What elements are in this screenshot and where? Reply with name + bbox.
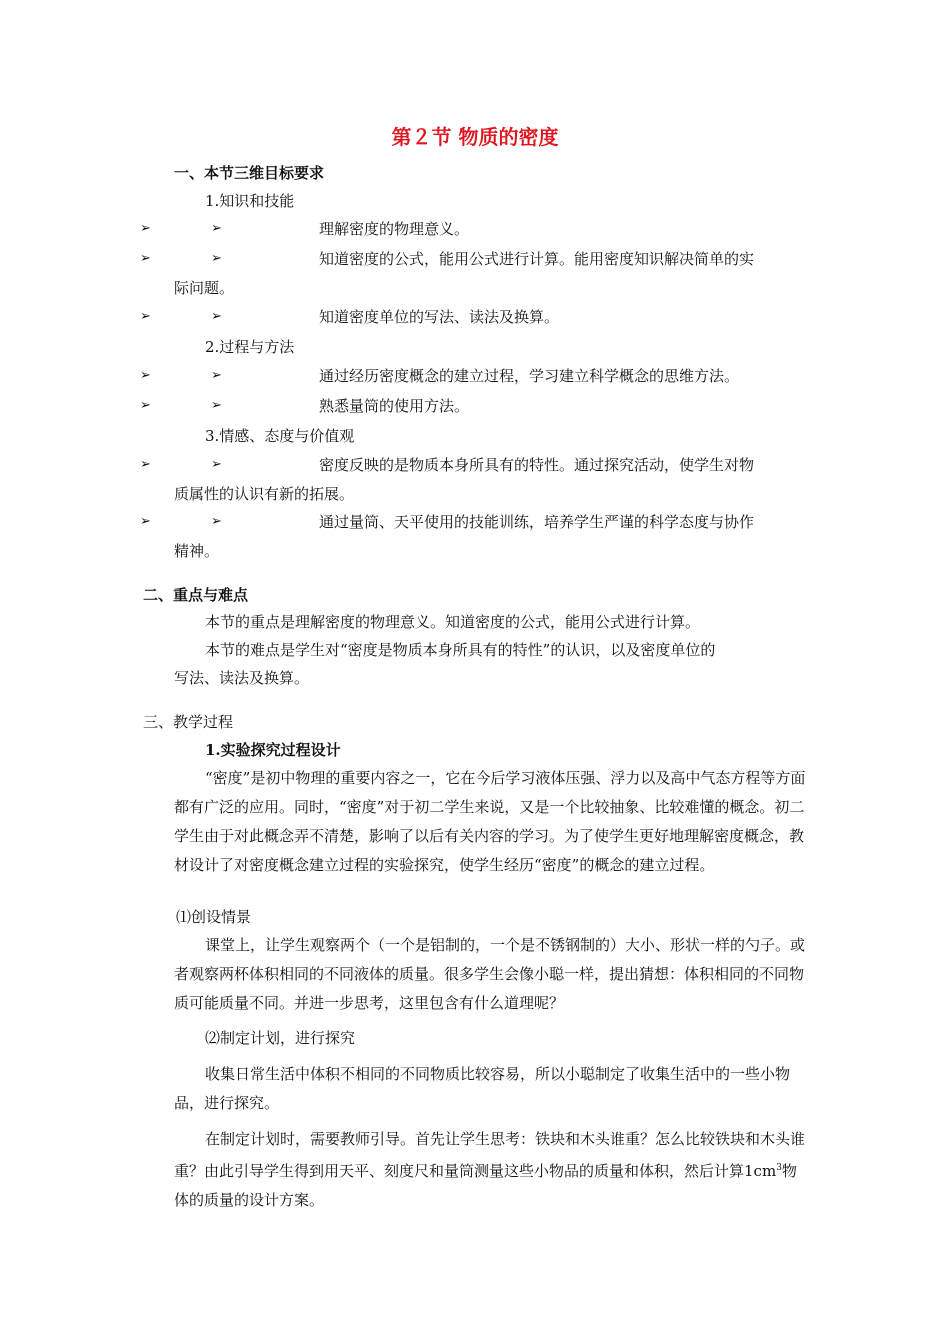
paragraph-plan-text: 在制定计划时，需要教师引导。首先让学生思考：铁块和木头谁重？怎么比较铁块和木头谁重？由此引导学生得到用天平、刻度尺和量筒测量这些小物品的质量和体积，然后计算1cm (174, 1130, 806, 1180)
step-make-plan: ⑵制定计划，进行探究 (205, 1029, 356, 1047)
bullet-arrow-icon: ➢ (211, 221, 222, 236)
list-item: 密度反映的是物质本身所具有的特性。通过探究活动，使学生对物 (319, 456, 755, 474)
paragraph-scenario: 课堂上，让学生观察两个（一个是铝制的，一个是不锈钢制的）大小、形状一样的勺子。或者观察两杯体积相同的不同液体的质量。很多学生会像小聪一样，提出猜想：体积相同的不同物质可能质量不同。并进一步思考，这里包含有什么道理呢？ (174, 936, 806, 1012)
page-title: 第２节 物质的密度 (391, 125, 559, 149)
bullet-arrow-icon: ➢ (211, 368, 222, 383)
step-create-scenario: ⑴创设情景 (176, 908, 252, 926)
superscript-three: 3 (776, 1163, 782, 1173)
subheading-emotions-values: 3.情感、态度与价值观 (205, 427, 355, 445)
list-item-continuation: 质属性的认识有新的拓展。 (174, 485, 355, 503)
list-item: 知道密度单位的写法、读法及换算。 (319, 308, 560, 326)
section-heading-teaching-process: 三、教学过程 (143, 713, 234, 731)
paragraph-plan-text-end: 物体的质量的设计方案。 (174, 1162, 797, 1209)
bullet-arrow-icon: ➢ (140, 514, 151, 529)
bullet-arrow-icon: ➢ (211, 398, 222, 413)
bullet-arrow-icon: ➢ (211, 309, 222, 324)
bullet-arrow-icon: ➢ (211, 251, 222, 266)
subheading-process-methods: 2.过程与方法 (205, 338, 295, 356)
list-item: 理解密度的物理意义。 (319, 220, 470, 238)
bullet-arrow-icon: ➢ (140, 457, 151, 472)
bullet-arrow-icon: ➢ (211, 457, 222, 472)
bullet-arrow-icon: ➢ (140, 368, 151, 383)
list-item: 知道密度的公式，能用公式进行计算。能用密度知识解决简单的实 (319, 250, 755, 268)
list-item: 通过量筒、天平使用的技能训练，培养学生严谨的科学态度与协作 (319, 513, 755, 531)
section-heading-objectives: 一、本节三维目标要求 (174, 164, 325, 182)
paragraph-collect-items: 收集日常生活中体积不相同的不同物质比较容易，所以小聪制定了收集生活中的一些小物品，进行探究。 (174, 1065, 791, 1112)
bullet-arrow-icon: ➢ (140, 398, 151, 413)
subheading-experiment-design: 1.实验探究过程设计 (205, 741, 341, 759)
list-item-continuation: 际问题。 (174, 279, 235, 297)
list-item-continuation: 精神。 (174, 542, 220, 560)
bullet-arrow-icon: ➢ (140, 309, 151, 324)
bullet-arrow-icon: ➢ (140, 251, 151, 266)
list-item: 熟悉量筒的使用方法。 (319, 397, 470, 415)
list-item: 通过经历密度概念的建立过程，学习建立科学概念的思维方法。 (319, 367, 740, 385)
key-point-text: 本节的重点是理解密度的物理意义。知道密度的公式，能用公式进行计算。 (205, 613, 701, 631)
section-heading-key-points: 二、重点与难点 (143, 586, 249, 604)
subheading-knowledge-skills: 1.知识和技能 (205, 192, 295, 210)
paragraph-density-intro: “密度”是初中物理的重要内容之一，它在今后学习液体压强、浮力以及高中气态方程等方面都有广泛的应用。同时，“密度”对于初二学生来说，又是一个比较抽象、比较难懂的概念。初二学生由于对此概念弄不清楚，影响了以后有关内容的学习。为了使学生更好地理解密度概念，教材设计了对密度概念建立过程的实验探究，使学生经历“密度”的概念的建立过程。 (174, 769, 806, 874)
bullet-arrow-icon: ➢ (140, 221, 151, 236)
bullet-arrow-icon: ➢ (211, 514, 222, 529)
paragraph-plan-guidance (174, 1125, 806, 1215)
difficulty-text: 本节的难点是学生对“密度是物质本身所具有的特性”的认识，以及密度单位的 (205, 641, 716, 659)
difficulty-text-continuation: 写法、读法及换算。 (174, 669, 310, 687)
